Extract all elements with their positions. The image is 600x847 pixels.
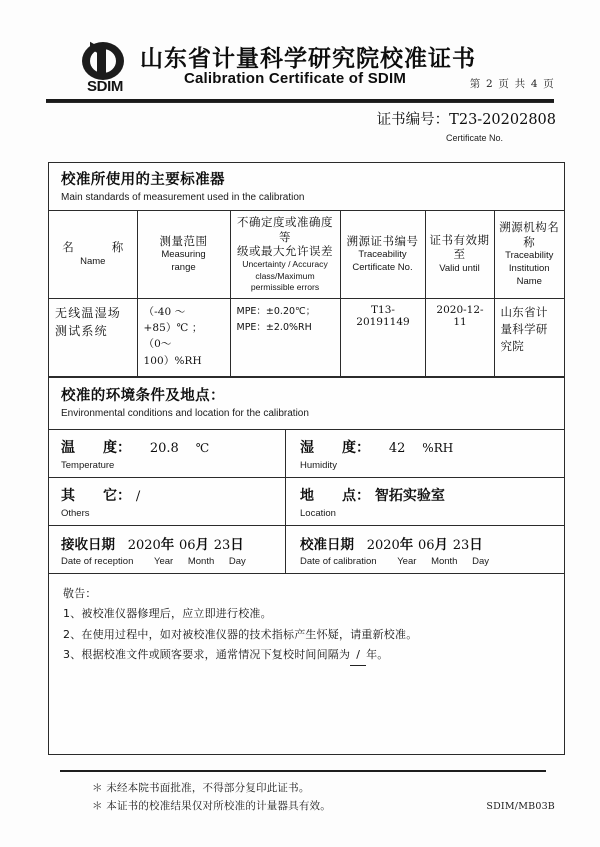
reception-en-year: Year xyxy=(154,555,174,567)
page-header xyxy=(0,0,600,100)
reception-month-cn: 月 xyxy=(195,536,210,553)
location-label-cn xyxy=(300,485,564,505)
page-title-cn: 山东省计量科学研究院校准证书 xyxy=(140,45,476,72)
col-valid-cn: 证书有效期至 xyxy=(429,233,490,262)
certificate-number-label-en: Certificate No. xyxy=(445,133,503,143)
others-value: / xyxy=(135,488,141,504)
standards-section-heading xyxy=(49,163,564,210)
col-name-en: Name xyxy=(80,255,106,267)
calibration-label-en: Date of calibration xyxy=(300,555,377,567)
humidity-label-cn-text: 湿 度： xyxy=(300,439,370,456)
temperature-label-en: Temperature xyxy=(61,459,115,471)
field-date-of-reception xyxy=(49,526,286,573)
form-code: SDIM/MB03B xyxy=(486,801,555,812)
reception-day-cn: 日 xyxy=(230,536,244,553)
reception-label-cn: 接收日期 xyxy=(61,536,115,553)
reception-month: 06 xyxy=(179,537,196,553)
table-header-row xyxy=(49,211,564,299)
col-institution xyxy=(494,211,564,299)
calibration-day-cn: 日 xyxy=(469,536,483,553)
cell-range xyxy=(137,298,230,376)
standards-title-cn: 校准所使用的主要标准器 xyxy=(61,171,225,188)
calibration-en-day: Day xyxy=(472,555,490,567)
footer-divider xyxy=(60,770,546,772)
standards-table xyxy=(49,210,564,377)
calibration-day: 23 xyxy=(452,537,470,553)
page-indicator: 第 2 页 共 4 页 xyxy=(469,78,555,90)
cell-institution xyxy=(494,298,564,376)
calibration-en-year: Year xyxy=(397,555,417,567)
col-trace-en-2: Certificate No. xyxy=(352,262,413,274)
location-value: 智拓实验室 xyxy=(374,487,445,504)
calibration-date-en xyxy=(300,556,564,567)
table-row xyxy=(49,298,564,376)
humidity-label-cn xyxy=(300,437,564,457)
reception-date-en xyxy=(61,556,285,567)
temperature-unit: ℃ xyxy=(195,440,210,455)
recalibration-interval-blank: / xyxy=(350,645,366,666)
calibration-year: 2020 xyxy=(366,537,400,553)
environment-rows xyxy=(49,429,564,573)
footer-notes xyxy=(92,779,331,816)
footer-note-1: ＊ 未经本院书面批准，不得部分复印此证书。 xyxy=(92,782,310,794)
cell-name xyxy=(49,298,137,376)
cell-range-line1: （-40 ～ +85）℃ ； xyxy=(143,305,203,334)
others-label-cn xyxy=(61,485,285,505)
col-unc-en-2: class/Maximum xyxy=(255,270,315,281)
col-name-cn: 名 称 xyxy=(62,240,129,255)
logo-numeral-one-icon xyxy=(97,44,106,78)
cell-institution-value: 山东省计量科学研究院 xyxy=(500,304,548,354)
col-valid-until xyxy=(425,211,494,299)
reception-year-cn: 年 xyxy=(160,536,175,553)
col-unc-cn-2: 级或最大允许误差 xyxy=(237,243,333,258)
col-measuring-range xyxy=(137,211,230,299)
calibration-en-month: Month xyxy=(431,555,458,567)
certificate-body xyxy=(48,162,565,755)
col-inst-en-3: Name xyxy=(516,275,542,287)
reception-date-line xyxy=(61,533,285,553)
others-label-cn-text: 其 它： xyxy=(61,487,131,504)
note-item-2: 2、在使用过程中，如对被校准仪器的技术指标产生怀疑，请重新校准。 xyxy=(63,627,418,641)
others-label-en: Others xyxy=(61,507,90,519)
calibration-date-line xyxy=(300,533,564,553)
col-unc-cn-1: 不确定度或准确度等 xyxy=(237,215,333,244)
certificate-number: 证书编号：T23-20202808 xyxy=(376,112,556,128)
reception-en-day: Day xyxy=(228,555,246,567)
col-traceability-cert-no xyxy=(340,211,425,299)
temperature-value: 20.8 xyxy=(149,440,179,456)
note-item-1: 1、被校准仪器修理后，应立即进行校准。 xyxy=(63,607,272,621)
calibration-month-cn: 月 xyxy=(434,536,449,553)
temperature-label-cn-text: 温 度： xyxy=(61,439,131,456)
standards-title-en: Main standards of measurement used in the calibration xyxy=(61,192,305,204)
col-trace-en-1: Traceability xyxy=(358,249,407,261)
row-temperature-humidity xyxy=(49,429,564,477)
row-dates xyxy=(49,525,564,573)
logo-text: SDIM xyxy=(87,78,123,95)
calibration-year-cn: 年 xyxy=(399,536,414,553)
cell-mpe xyxy=(230,298,340,376)
cell-name-value: 无线温湿场测试系统 xyxy=(55,305,122,338)
temperature-label-cn xyxy=(61,437,285,457)
field-others xyxy=(49,478,286,525)
reception-label-en: Date of reception xyxy=(61,555,134,567)
col-inst-cn: 溯源机构名称 xyxy=(499,220,560,249)
field-date-of-calibration xyxy=(286,526,564,573)
cell-mpe-line2: MPE：±2.0%RH xyxy=(236,321,312,333)
col-trace-cn: 溯源证书编号 xyxy=(346,233,419,248)
calibration-month: 06 xyxy=(418,537,435,553)
note-item-3-suffix: 年。 xyxy=(366,647,389,661)
col-uncertainty xyxy=(230,211,340,299)
header-divider xyxy=(46,99,554,103)
reception-year: 2020 xyxy=(127,537,161,553)
col-inst-en-2: Institution xyxy=(508,262,550,274)
environment-section-heading xyxy=(49,377,564,429)
calibration-label-cn: 校准日期 xyxy=(300,536,354,553)
note-item-3-prefix: 3、根据校准文件或顾客要求，通常情况下复校时间间隔为 xyxy=(63,647,351,661)
footer-note-2: ＊ 本证书的校准结果仅对所校准的计量器具有效。 xyxy=(92,800,331,813)
field-temperature xyxy=(49,430,286,477)
col-range-en-1: Measuring xyxy=(161,249,206,261)
reception-en-month: Month xyxy=(187,555,215,567)
notes-section xyxy=(49,573,564,666)
col-name xyxy=(49,211,137,299)
location-label-cn-text: 地 点： xyxy=(300,487,370,504)
reception-day: 23 xyxy=(213,537,231,553)
field-humidity xyxy=(286,430,564,477)
location-label-en: Location xyxy=(300,507,336,519)
row-others-location xyxy=(49,477,564,525)
col-unc-en-1: Uncertainty / Accuracy xyxy=(242,259,328,270)
col-range-en-2: range xyxy=(171,262,196,274)
cell-traceability-no: T13-20191149 xyxy=(340,298,425,376)
col-range-cn: 测量范围 xyxy=(159,233,208,248)
sdim-logo xyxy=(76,42,134,94)
humidity-unit: %RH xyxy=(422,440,454,455)
page-title-en: Calibration Certificate of SDIM xyxy=(183,70,407,87)
col-unc-en-3: permissible errors xyxy=(250,282,320,293)
environment-title-en: Environmental conditions and location for the calibration xyxy=(61,407,309,419)
col-inst-en-1: Traceability xyxy=(505,249,554,261)
humidity-value: 42 xyxy=(388,440,406,456)
cell-mpe-line1: MPE：±0.20℃； xyxy=(236,305,316,317)
cell-range-line2: （0～100）%RH xyxy=(143,338,202,367)
cell-valid-until: 2020-12-11 xyxy=(425,298,494,376)
note-item-3 xyxy=(63,645,564,666)
field-location xyxy=(286,478,564,525)
environment-title-cn: 校准的环境条件及地点： xyxy=(61,386,225,404)
col-valid-en: Valid until xyxy=(439,262,480,274)
notes-heading: 敬告： xyxy=(63,586,97,600)
humidity-label-en: Humidity xyxy=(300,459,337,471)
